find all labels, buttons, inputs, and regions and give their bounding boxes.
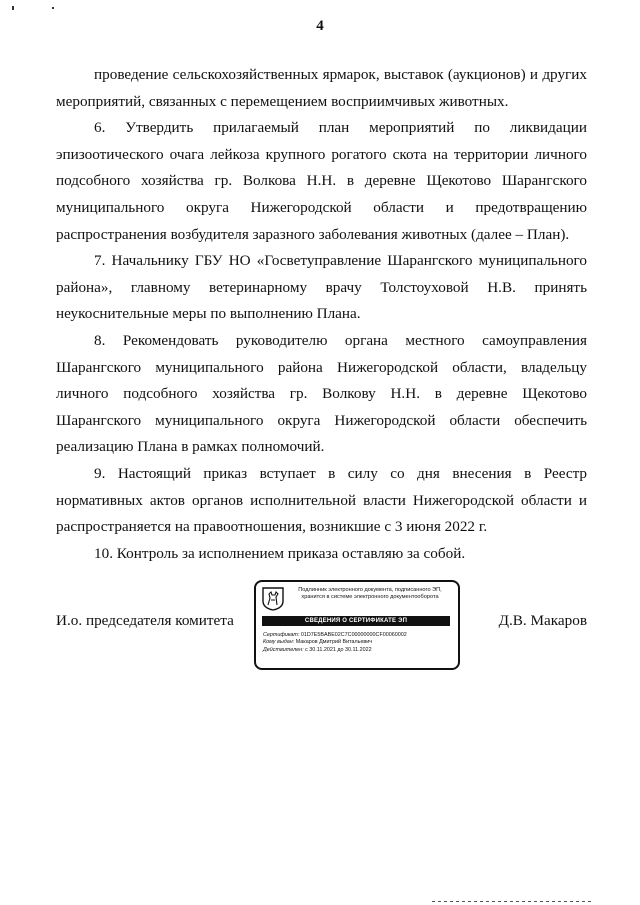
stamp-notice [288, 587, 452, 601]
issued-line [263, 639, 453, 646]
stamp-details [263, 632, 453, 654]
stamp-header: СВЕДЕНИЯ О СЕРТИФИКАТЕ ЭП [262, 616, 450, 626]
cert-value: 01D7E5BABE02C7C00000000CF00060002 [300, 632, 407, 638]
paragraph-7: 7. Начальнику ГБУ НО «Госветуправление Шарангского муниципального района», главному ветеринарному врачу Толстоуховой Н.В. принять неукоснительные меры по выполнению Плана. [56, 252, 587, 323]
paragraph-9: 9. Настоящий приказ вступает в силу со дня внесения в Реестр нормативных актов органов исполнительной власти Нижегородской области и распространяется на правоотношения, возникшие с 3 июня 2022 г. [56, 464, 587, 536]
cert-label: Сертификат: [263, 632, 300, 638]
issued-value: Макаров Дмитрий Витальевич [295, 639, 373, 646]
scan-mark-left [12, 6, 14, 10]
paragraph-10: 10. Контроль за исполнением приказа оставляю за собой. [94, 544, 466, 562]
signer-title: И.о. председателя комитета [56, 612, 234, 629]
paragraph-8: 8. Рекомендовать руководителю органа местного самоуправления Шарангского муниципального района Нижегородской области, владельцу личного подсобного хозяйства гр. Волкову Н.Н. в деревне Щекотово Шарангского муниципального округа Нижегородской области обеспечить реализацию Плана в рамках полномочий. [56, 331, 587, 456]
stamp-notice-line-1: Подлинник электронного документа, подписанного ЭП, [298, 587, 442, 593]
document-body [56, 62, 587, 567]
footer-scan-line [432, 901, 592, 902]
valid-value: с 30.11.2021 до 30.11.2022 [305, 646, 372, 653]
signer-name: Д.В. Макаров [498, 612, 587, 629]
paragraph-6: 6. Утвердить прилагаемый план мероприятий по ликвидации эпизоотического очага лейкоза крупного рогатого скота на территории личного подсобного хозяйства гр. Волкова Н.Н. в деревне Щекотово Шарангского муниципального округа Нижегородской области и предотвращению распространения возбудителя заразного заболевания животных (далее – План). [56, 119, 587, 243]
e-signature-stamp [254, 580, 460, 670]
valid-label: Действителен: [263, 646, 304, 653]
deer-emblem-icon [262, 587, 284, 611]
issued-label: Кому выдан: [263, 639, 295, 646]
valid-line [263, 647, 453, 654]
page-number: 4 [316, 18, 324, 34]
scan-mark-right [52, 7, 54, 9]
stamp-notice-line-2: хранится в системе электронного документооборота [301, 594, 439, 600]
paragraph-continuation: проведение сельскохозяйственных ярмарок, выставок (аукционов) и других мероприятий, связанных с перемещением восприимчивых животных. [56, 66, 587, 110]
